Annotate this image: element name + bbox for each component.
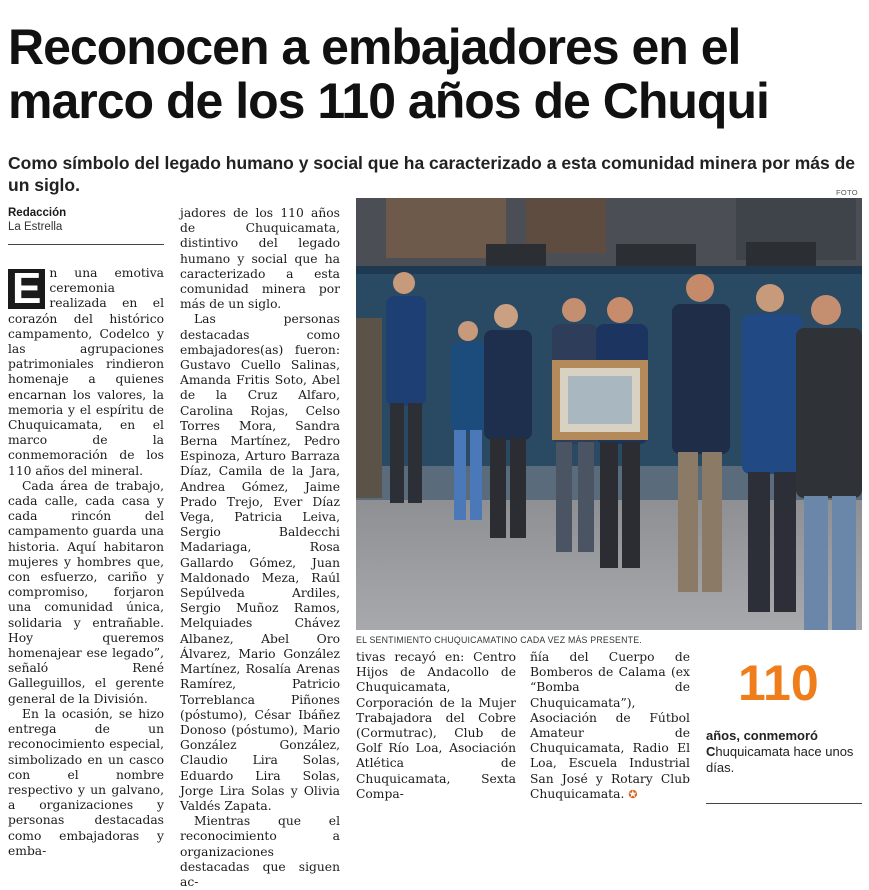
paragraph-intro-text: n una emotiva ceremonia realizada en el corazón del histórico campamento, Codelco y las agrupaciones patrimoniales rindieron homenaje a quienes encarnan los valores, la memoria y el espíritu de Chuquicamata, en el marco de la conmemoración de los 110 años del mineral. xyxy=(8,266,164,478)
stat-text xyxy=(706,728,862,776)
stat-divider xyxy=(706,803,862,804)
article-column-1 xyxy=(8,266,164,859)
article-column-2 xyxy=(180,206,340,890)
stat-text-rest: huquicamata hace unos días. xyxy=(706,744,854,775)
drop-cap: E xyxy=(8,269,45,309)
paragraph: tivas recayó en: Centro Hijos de Andacollo de Chuquicamata, Corporación de la Mujer Trabajadora del Cobre (Cormutrac), Club de Golf Río Loa, Asociación Atlética de Chuquicamata, Sexta Compa- xyxy=(356,650,516,801)
photo-caption: EL SENTIMIENTO CHUQUICAMATINO CADA VEZ MÁS PRESENTE. xyxy=(356,635,642,645)
article-column-3 xyxy=(356,650,516,802)
paragraph-intro xyxy=(8,266,164,479)
headline: Reconocen a embajadores en el marco de los 110 años de Chuqui xyxy=(8,19,769,129)
stat-number: 110 xyxy=(738,655,819,711)
article-column-4 xyxy=(530,650,690,802)
news-photo xyxy=(356,198,862,630)
paragraph-text: ñía del Cuerpo de Bomberos de Calama (ex “Bomba de Chuquicamata”), Asociación de Fútbol Amateur de Chuquicamata, Radio El Loa, Escuela Industrial San José y Rotary Club Chuquicamata. xyxy=(530,650,690,801)
paragraph: Cada área de trabajo, cada calle, cada casa y cada rincón del campamento guarda una historia. Aquí habitaron mujeres y hombres que, con esfuerzo, cariño y compromiso, forjaron una comunidad única, solidaria y entrañable. Hoy queremos homenajear ese legado”, señaló René Galleguillos, el gerente general de la División. xyxy=(8,478,164,706)
photo-illustration xyxy=(356,198,862,630)
paragraph xyxy=(530,650,690,802)
byline-outlet: La Estrella xyxy=(8,221,63,233)
byline xyxy=(8,206,66,234)
subheadline: Como símbolo del legado humano y social que ha caracterizado a esta comunidad minera por más de un siglo. xyxy=(8,153,856,195)
paragraph: Las personas destacadas como embajadores(as) fueron: Gustavo Cuello Salinas, Amanda Fritis Soto, Abel de la Cruz Alfaro, Carolina Rojas, Celso Torres Mora, Sandra Berna Martínez, Pedro Espinoza, Arturo Barraza Díaz, Camila de la Jara, Andrea Gómez, Jaime Prado Trejo, Ever Díaz Vega, Patricia Leiva, Sergio Baldecchi Madariaga, Rosa Gallardo Gómez, Juan Maldonado Meza, Raúl Sepúlveda Ardiles, Sergio Muñoz Ramos, Melquiades Chávez Albanez, Abel Oro Álvarez, Mario González Martínez, Rosalía Arenas Ramírez, Patricio Torreblanca Piñones (póstumo), César Ibáñez Donoso (póstumo), Mario González González, Claudio Lira Solas, Eduardo Lira Solas, Jorge Lira Solas y Olivia Valdés Zapata. xyxy=(180,312,340,813)
paragraph: Mientras que el reconocimiento a organizaciones destacadas que siguen ac- xyxy=(180,814,340,889)
byline-divider xyxy=(8,244,164,245)
stat-text-bold: años, conmemoró C xyxy=(706,728,818,759)
photo-credit: FOTO xyxy=(836,188,858,197)
paragraph: En la ocasión, se hizo entrega de un reconocimiento especial, simbolizado en un casco con el nombre respectivo y un galvano, a organizaciones y personas destacadas como embajadoras y emba- xyxy=(8,706,164,858)
end-mark-icon: ✪ xyxy=(628,787,638,801)
paragraph: jadores de los 110 años de Chuquicamata, distintivo del legado humano y social que ha caracterizado a esta comunidad minera por más de un siglo. xyxy=(180,206,340,312)
byline-author: Redacción xyxy=(8,207,67,219)
